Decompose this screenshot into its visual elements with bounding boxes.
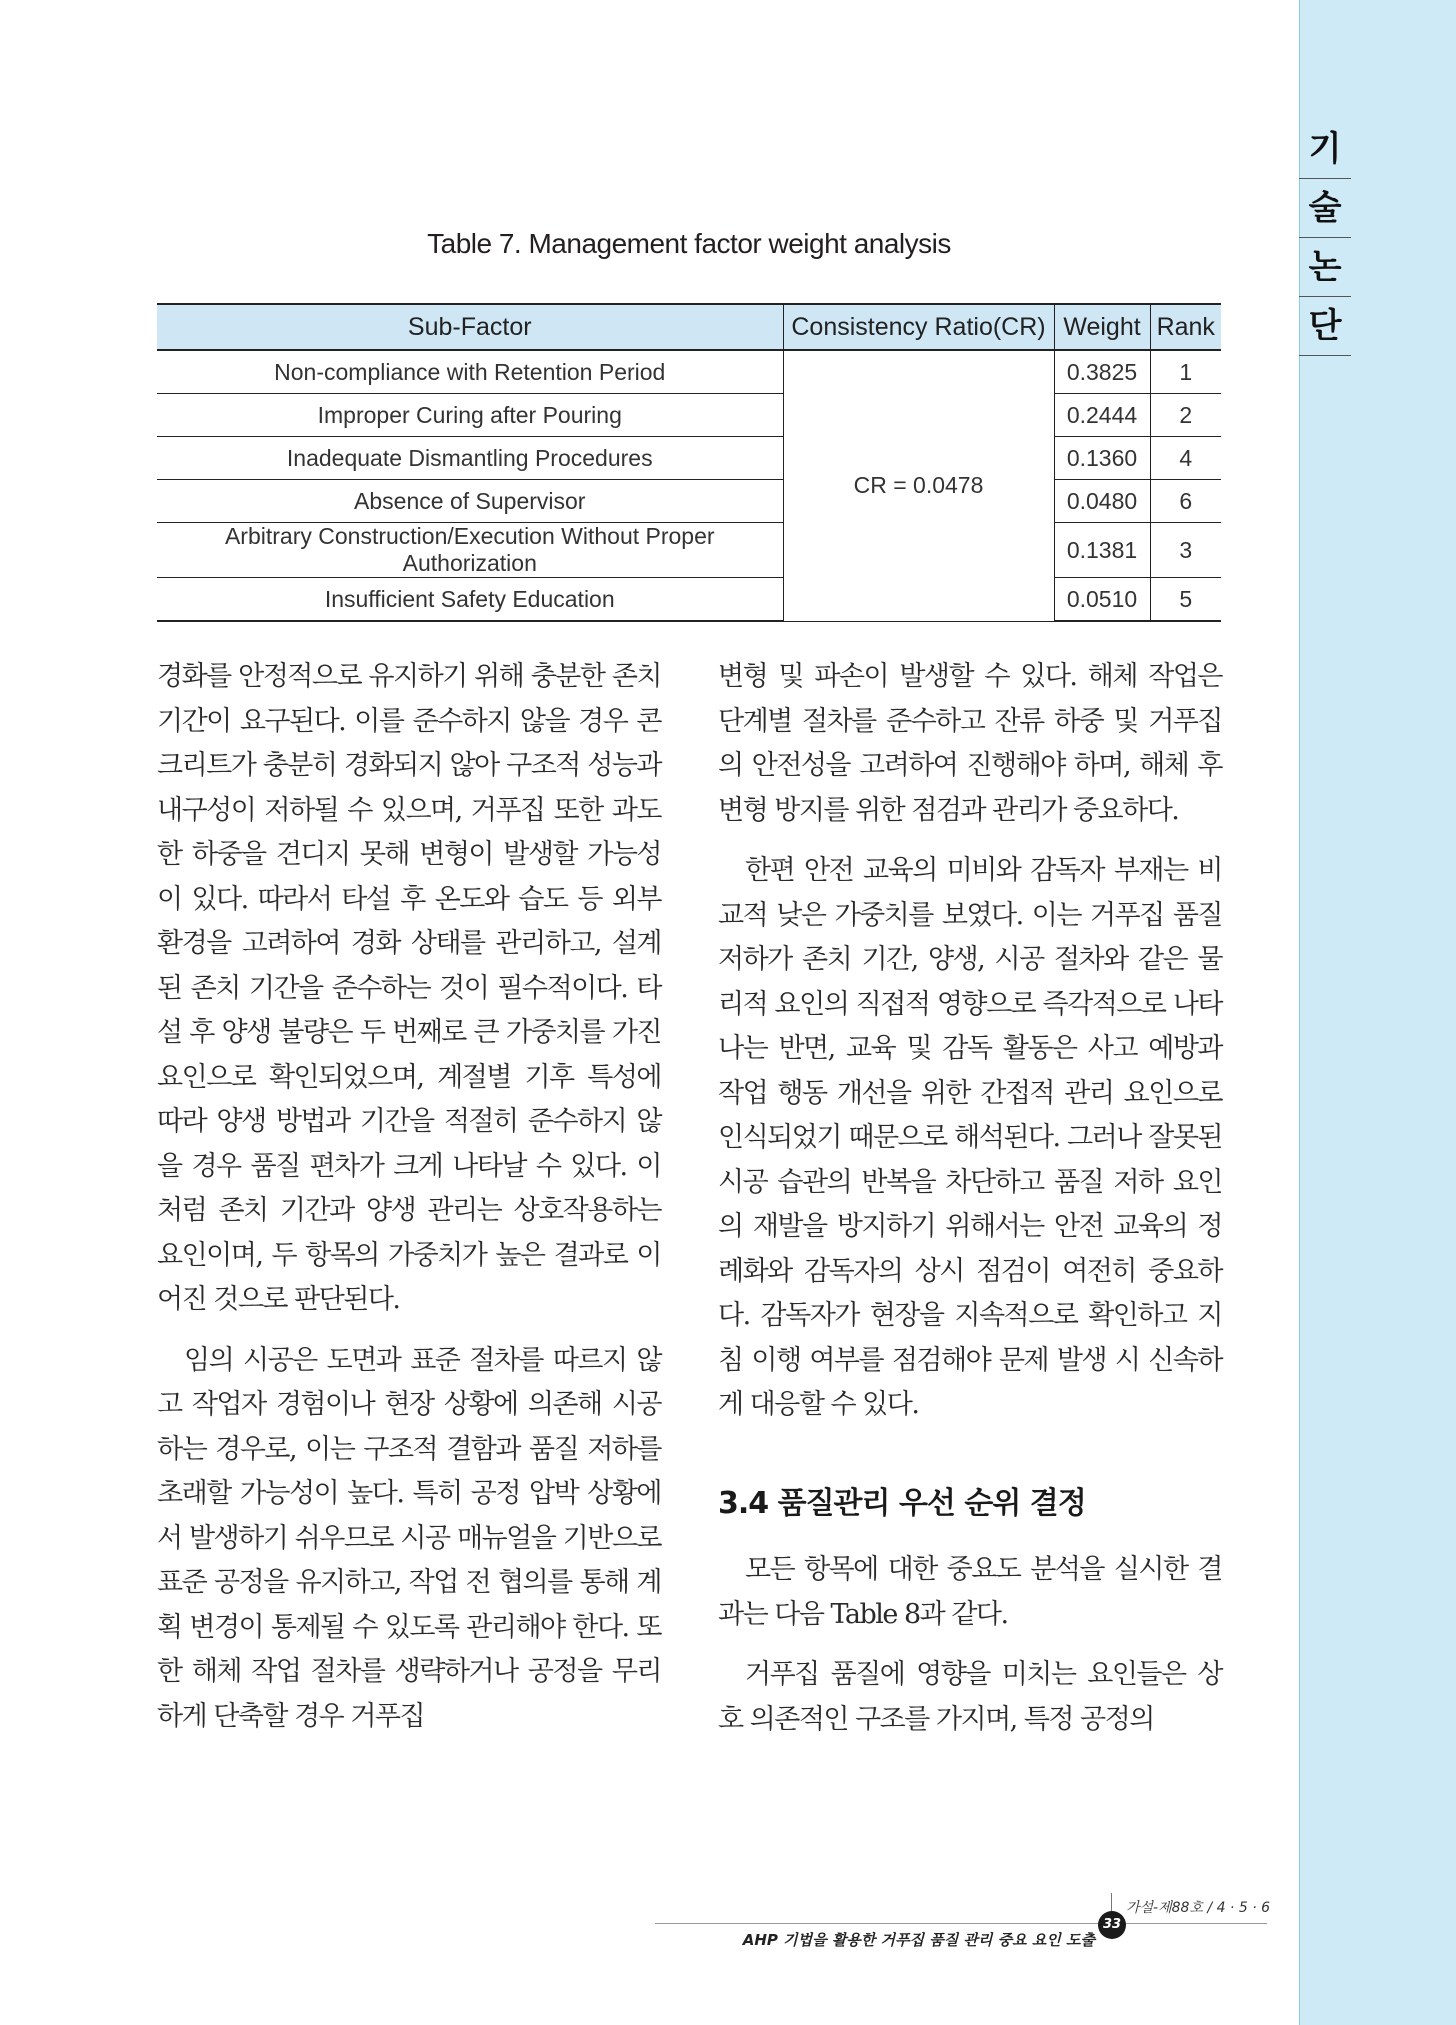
cell-weight: 0.0480 (1054, 480, 1150, 523)
table-row (157, 350, 1221, 394)
cell-factor: Insufficient Safety Education (157, 578, 783, 622)
section-label (1299, 120, 1351, 356)
running-title: AHP 기법을 활용한 거푸집 품질 관리 중요 요인 도출 (742, 1931, 1095, 1949)
cell-weight: 0.1360 (1054, 437, 1150, 480)
cell-weight: 0.1381 (1054, 523, 1150, 578)
cell-weight: 0.2444 (1054, 394, 1150, 437)
body-paragraph: 모든 항목에 대한 중요도 분석을 실시한 결과는 다음 Table 8과 같다. (718, 1554, 1222, 1630)
header-sub-factor: Sub-Factor (157, 304, 783, 350)
footer-rule (655, 1923, 1267, 1924)
section-label-char: 기 (1299, 120, 1351, 179)
cell-factor: Arbitrary Construction/Execution Without Proper Authorization (157, 523, 783, 578)
cell-weight: 0.0510 (1054, 578, 1150, 622)
cell-factor: Improper Curing after Pouring (157, 394, 783, 437)
table-row (157, 578, 1221, 622)
body-paragraph: 한편 안전 교육의 미비와 감독자 부재는 비교적 낮은 가중치를 보였다. 이는 거푸집 품질 저하가 존치 기간, 양생, 시공 절차와 같은 물리적 요인의 직접적 영향으로 즉각적으로 나타나는 반면, 교육 및 감독 활동은 사고 예방과 작업 행동 개선을 위한 간접적 관리 요인으로 인식되었기 때문으로 해석된다. 그러나 잘못된 시공 습관의 반복을 차단하고 품질 저하 요인의 재발을 방지하기 위해서는 안전 교육의 정례화와 감독자의 상시 점검이 여전히 중요하다. 감독자가 현장을 지속적으로 확인하고 지침 이행 여부를 점검해야 문제 발생 시 신속하게 대응할 수 있다. (718, 855, 1222, 1420)
body-column-right (718, 655, 1222, 1758)
body-paragraph: 거푸집 품질에 영향을 미치는 요인들은 상호 의존적인 구조를 가지며, 특정 공정의 (718, 1659, 1222, 1735)
cell-rank: 5 (1150, 578, 1221, 622)
section-label-char: 단 (1299, 297, 1351, 356)
body-column-left (157, 655, 661, 1755)
page-number: 33 (1098, 1911, 1126, 1939)
section-heading: 3.4 품질관리 우선 순위 결정 (718, 1485, 1086, 1521)
table-row (157, 394, 1221, 437)
section-label-char: 술 (1299, 179, 1351, 238)
section-label-char: 논 (1299, 238, 1351, 297)
cell-rank: 4 (1150, 437, 1221, 480)
table-row (157, 523, 1221, 578)
cell-factor: Absence of Supervisor (157, 480, 783, 523)
header-rank: Rank (1150, 304, 1221, 350)
cell-rank: 1 (1150, 350, 1221, 394)
body-paragraph: 임의 시공은 도면과 표준 절차를 따르지 않고 작업자 경험이나 현장 상황에 의존해 시공하는 경우로, 이는 구조적 결함과 품질 저하를 초래할 가능성이 높다. 특히 공정 압박 상황에서 발생하기 쉬우므로 시공 매뉴얼을 기반으로 표준 공정을 유지하고, 작업 전 협의를 통해 계획 변경이 통제될 수 있도록 관리해야 한다. 또한 해체 작업 절차를 생략하거나 공정을 무리하게 단축할 경우 거푸집 (157, 1344, 661, 1732)
body-paragraph: 변형 및 파손이 발생할 수 있다. 해체 작업은 단계별 절차를 준수하고 잔류 하중 및 거푸집의 안전성을 고려하여 진행해야 하며, 해체 후 변형 방지를 위한 점검과 관리가 중요하다. (718, 661, 1222, 826)
header-weight: Weight (1054, 304, 1150, 350)
cell-rank: 2 (1150, 394, 1221, 437)
header-consistency-ratio: Consistency Ratio(CR) (783, 304, 1054, 350)
cell-factor: Inadequate Dismantling Procedures (157, 437, 783, 480)
issue-number: 가설-제88호 / 4 · 5 · 6 (1126, 1900, 1271, 1916)
cell-rank: 6 (1150, 480, 1221, 523)
table-caption: Table 7. Management factor weight analysis (427, 228, 951, 259)
table-row (157, 437, 1221, 480)
table-header-row (157, 304, 1221, 350)
cell-rank: 3 (1150, 523, 1221, 578)
cell-consistency-ratio: CR = 0.0478 (783, 350, 1054, 621)
cell-weight: 0.3825 (1054, 350, 1150, 394)
table-row (157, 480, 1221, 523)
weight-analysis-table (157, 303, 1221, 622)
cell-factor: Non-compliance with Retention Period (157, 350, 783, 394)
body-paragraph: 경화를 안정적으로 유지하기 위해 충분한 존치 기간이 요구된다. 이를 준수하지 않을 경우 콘크리트가 충분히 경화되지 않아 구조적 성능과 내구성이 저하될 수 있으며, 거푸집 또한 과도한 하중을 견디지 못해 변형이 발생할 가능성이 있다. 따라서 타설 후 온도와 습도 등 외부 환경을 고려하여 경화 상태를 관리하고, 설계된 존치 기간을 준수하는 것이 필수적이다. 타설 후 양생 불량은 두 번째로 큰 가중치를 가진 요인으로 확인되었으며, 계절별 기후 특성에 따라 양생 방법과 기간을 적절히 준수하지 않을 경우 품질 편차가 크게 나타날 수 있다. 이처럼 존치 기간과 양생 관리는 상호작용하는 요인이며, 두 항목의 가중치가 높은 결과로 이어진 것으로 판단된다. (157, 661, 661, 1315)
